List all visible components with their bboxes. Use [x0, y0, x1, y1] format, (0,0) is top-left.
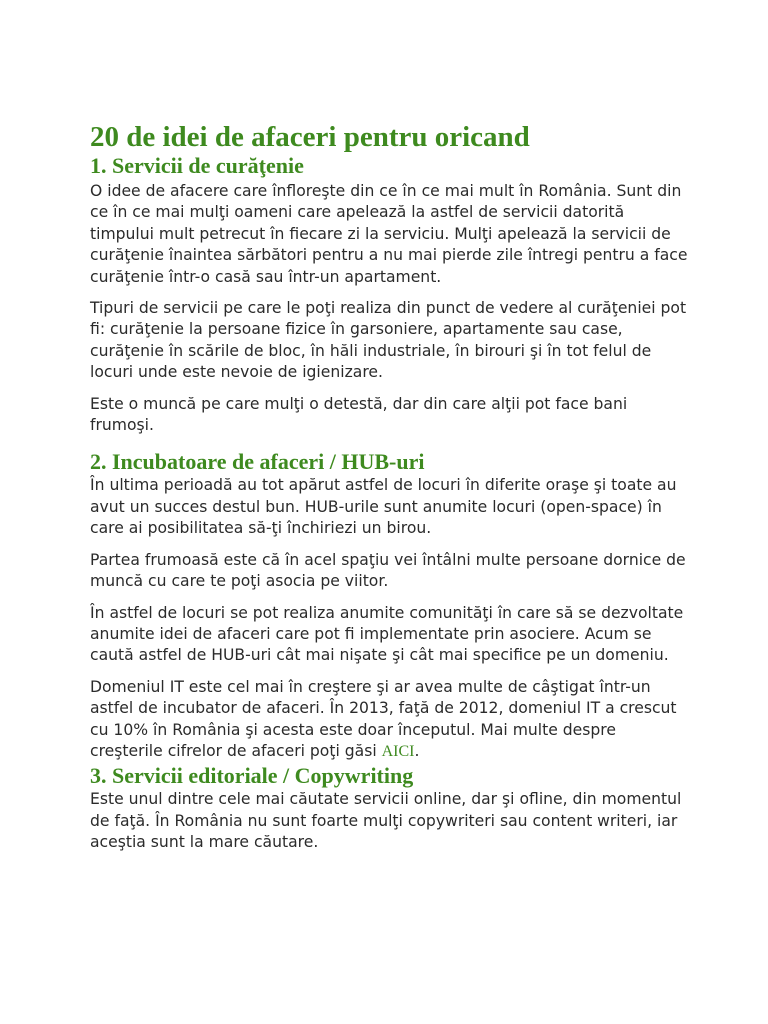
paragraph: Tipuri de servicii pe care le poţi realiza din punct de vedere al curăţeniei pot fi: curăţenie la persoane fizice în garsoniere, apartamente sau case, curăţenie în scările de bloc, în hăli industriale, în birouri şi în tot felul de locuri unde este nevoie de igienizare.	[90, 299, 687, 382]
section-heading-cleaning: 1. Servicii de curăţenie	[90, 153, 304, 178]
paragraph: Este unul dintre cele mai căutate servicii online, dar şi ofline, din momentul de faţă. În România nu sunt foarte mulţi copywriteri sau content writeri, iar aceştia sunt la mare căutare.	[90, 790, 682, 852]
paragraph: În astfel de locuri se pot realiza anumite comunităţi în care să se dezvoltate anumite idei de afaceri care pot fi implementate prin asociere. Acum se caută astfel de HUB-uri cât mai nişate şi cât mai specifice pe un domeniu.	[90, 603, 684, 665]
page-title: 20 de idei de afaceri pentru oricand	[90, 121, 530, 153]
paragraph	[90, 677, 690, 763]
paragraph-end: .	[414, 741, 420, 760]
document-page	[90, 112, 690, 854]
section-heading-copywriting: 3. Servicii editoriale / Copywriting	[90, 763, 414, 789]
paragraph-text: Domeniul IT este cel mai în creştere şi ar avea multe de câştigat într-un astfel de incubator de afaceri. În 2013, faţă de 2012, domeniul IT a crescut cu 10% în România şi acesta este doar începutul. Mai multe despre creşterile cifrelor de afaceri poţi găsi	[90, 677, 677, 760]
paragraph: Partea frumoasă este că în acel spaţiu vei întâlni multe persoane dornice de muncă cu care te poţi asocia pe viitor.	[90, 550, 686, 591]
paragraph: O idee de afacere care înfloreşte din ce în ce mai mult în România. Sunt din ce în ce mai mulţi oameni care apelează la astfel de servicii datorită timpului mult petrecut în fiecare zi la serviciu. Mulţi apelează la servicii de curăţenie înaintea sărbători pentru a nu mai pierde zile întregi pentru a face curăţenie într-o casă sau într-un apartament.	[90, 182, 688, 286]
paragraph: În ultima perioadă au tot apărut astfel de locuri în diferite oraşe şi toate au avut un succes destul bun. HUB-urile sunt anumite locuri (open-space) în care ai posibilitatea să-ţi închiriezi un birou.	[90, 476, 677, 538]
section-heading-hubs: 2. Incubatoare de afaceri / HUB-uri	[90, 449, 425, 475]
aici-link[interactable]: AICI	[381, 742, 415, 760]
paragraph: Este o muncă pe care mulţi o detestă, dar din care alţii pot face bani frumoşi.	[90, 394, 628, 435]
